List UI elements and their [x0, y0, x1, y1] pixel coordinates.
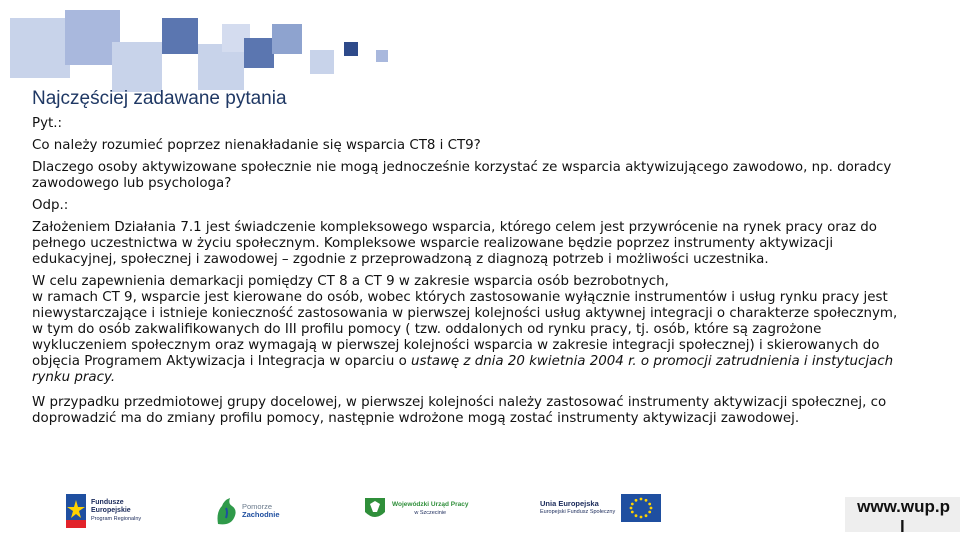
logo1-line2: Europejskie	[91, 507, 131, 514]
logo-pomorze-zachodnie	[214, 494, 280, 528]
url-line1: www.wup.p	[857, 497, 950, 516]
logo-unia-europejska	[540, 494, 661, 522]
decor-square-8	[272, 24, 302, 54]
decor-square-7	[244, 38, 274, 68]
logo1-line3: Program Regionalny	[91, 516, 142, 522]
page-title: Najczęściej zadawane pytania	[32, 88, 287, 109]
decor-square-11	[376, 50, 388, 62]
logo2-line2: Zachodnie	[242, 510, 280, 519]
logo1-line1: Fundusze	[91, 499, 124, 506]
answer-2	[32, 274, 912, 386]
answer-3: W przypadku przedmiotowej grupy docelowej, w pierwszej kolejności należy zastosować instrumenty aktywizacji społecznej, co doprowadzić ma do zmiany profilu pomocy, następnie wdrożone mogą zostać instrumenty aktywizacji zawodowej.	[32, 395, 887, 426]
answer-2-main-text: w ramach CT 9, wsparcie jest kierowane do osób, wobec których zastosowanie wyłącznie instrumentów i usług rynku pracy jest niewystarczające i istnieje konieczność zastosowania w pierwszej kolejności usług aktywnej integracji o charakterze społecznym, w tym do osób zakwalifikowanych do III profilu pomocy ( tzw. oddalonych od rynku pracy, tj. osób, które są zagrożone wykluczeniem społecznym oraz wymagają w pierwszej kolejności wsparcia w zakresie integracji społecznej) i skierowanych do objęcia Programem Aktywizacja i Integracja w oparciu o	[32, 290, 898, 369]
logo4-line1: Unia Europejska	[540, 499, 599, 508]
faq-content	[32, 116, 912, 433]
decor-square-1	[10, 18, 70, 78]
decor-square-9	[310, 50, 334, 74]
question-2: Dlaczego osoby aktywizowane społecznie nie mogą jednocześnie korzystać ze wsparcia aktywizującego zawodowo, np. doradcy zawodowego lub psychologa?	[32, 160, 892, 191]
answer-1: Założeniem Działania 7.1 jest świadczenie kompleksowego wsparcia, którego celem jest przywrócenie na rynek pracy oraz do pełnego uczestnictwa w życiu społecznym. Kompleksowe wsparcie realizowane będzie poprzez instrumenty aktywizacji edukacyjnej, społecznej i zawodowej – zgodnie z przeprowadzoną z diagnozą potrzeb i możliwości uczestnika.	[32, 220, 877, 267]
logo-fundusze-europejskie	[66, 494, 141, 528]
decor-square-3	[112, 42, 162, 92]
logo-wup-szczecin	[362, 494, 468, 524]
url-line2: l	[900, 517, 905, 532]
answer-2-first-line: W celu zapewnienia demarkacji pomiędzy CT 8 a CT 9 w zakresie wsparcia osób bezrobotnych,	[32, 274, 669, 289]
fe-star-icon	[66, 494, 86, 528]
question-1: Co należy rozumieć poprzez nienakładanie się wsparcia CT8 i CT9?	[32, 138, 481, 153]
answer-label: Odp.:	[32, 198, 69, 213]
eu-flag-icon	[621, 494, 661, 522]
logo2-line1: Pomorze	[242, 502, 273, 511]
logo4-line2: Europejski Fundusz Społeczny	[540, 509, 616, 515]
answer-2-italic-text: ustawę z dnia 20 kwietnia 2004 r. o promocji zatrudnienia i instytucjach rynku pracy.	[32, 354, 894, 385]
question-label: Pyt.:	[32, 116, 63, 131]
decor-square-4	[162, 18, 198, 54]
logo3-line2: w Szczecinie	[414, 510, 447, 516]
decor-square-10	[344, 42, 358, 56]
logo3-line1: Wojewódzki Urząd Pracy	[392, 501, 469, 508]
website-url[interactable]	[845, 497, 960, 532]
pomorze-gryf-icon	[214, 494, 240, 528]
wup-emblem-icon	[362, 494, 388, 524]
answer-2-body	[32, 290, 912, 386]
